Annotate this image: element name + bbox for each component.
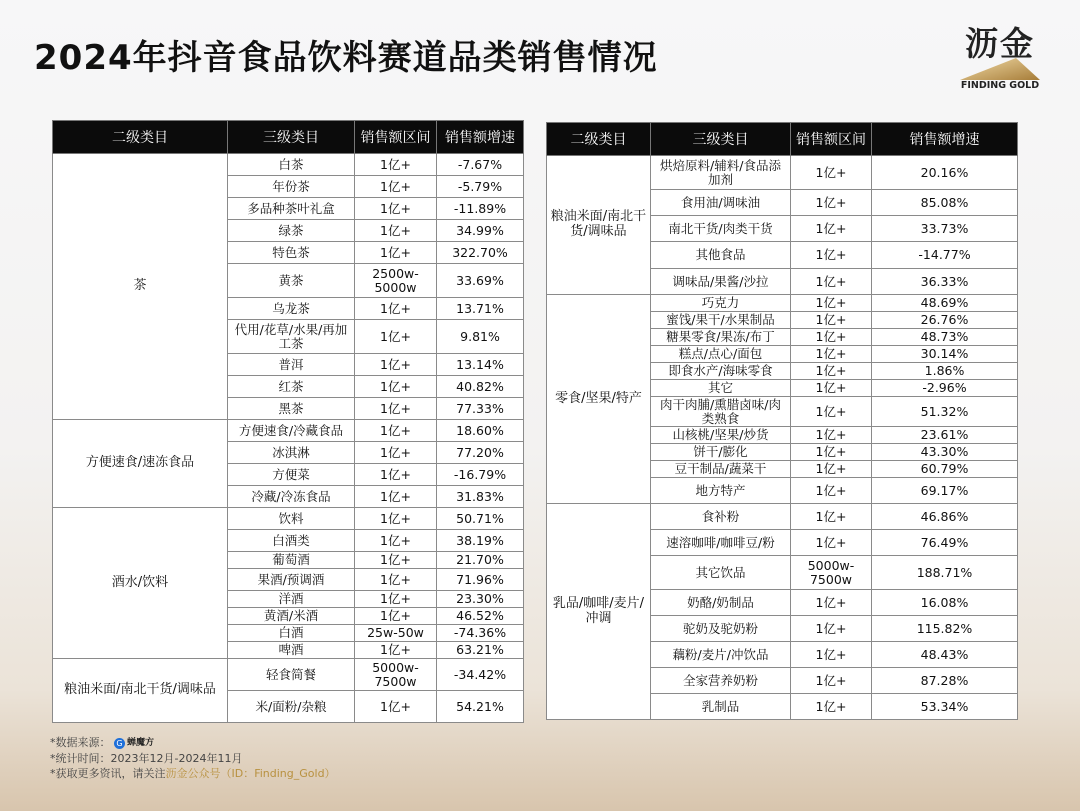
sales-range-cell: 1亿+	[791, 694, 872, 720]
footer-more-prefix: *获取更多资讯，请关注	[50, 766, 166, 780]
sales-range-cell: 1亿+	[791, 642, 872, 668]
sales-growth-cell: 20.16%	[872, 156, 1018, 190]
header-sales-range: 销售额区间	[791, 123, 872, 156]
sales-growth-cell: 36.33%	[872, 269, 1018, 295]
sales-growth-cell: -74.36%	[437, 625, 524, 642]
level2-category-cell: 乳品/咖啡/麦片/冲调	[547, 504, 651, 720]
sales-range-cell: 1亿+	[355, 508, 437, 530]
brand-logo	[958, 18, 1042, 94]
sales-growth-cell: 26.76%	[872, 312, 1018, 329]
level3-category-cell: 乳制品	[651, 694, 791, 720]
sales-range-cell: 1亿+	[355, 569, 437, 591]
level3-category-cell: 藕粉/麦片/冲饮品	[651, 642, 791, 668]
sales-growth-cell: 48.69%	[872, 295, 1018, 312]
sales-growth-cell: 18.60%	[437, 420, 524, 442]
sales-growth-cell: 50.71%	[437, 508, 524, 530]
sales-growth-cell: 87.28%	[872, 668, 1018, 694]
sales-growth-cell: 33.69%	[437, 264, 524, 298]
sales-range-cell: 1亿+	[355, 691, 437, 723]
sales-range-cell: 1亿+	[791, 242, 872, 269]
sales-range-cell: 1亿+	[791, 504, 872, 530]
level3-category-cell: 红茶	[228, 376, 355, 398]
sales-growth-cell: -2.96%	[872, 380, 1018, 397]
sales-growth-cell: 40.82%	[437, 376, 524, 398]
sales-range-cell: 1亿+	[355, 591, 437, 608]
level3-category-cell: 地方特产	[651, 478, 791, 504]
sales-growth-cell: 13.14%	[437, 354, 524, 376]
level3-category-cell: 方便菜	[228, 464, 355, 486]
sales-range-cell: 1亿+	[355, 608, 437, 625]
sales-range-cell: 1亿+	[355, 220, 437, 242]
level3-category-cell: 普洱	[228, 354, 355, 376]
sales-range-cell: 1亿+	[355, 198, 437, 220]
table-header-row	[53, 121, 524, 154]
sales-range-cell: 1亿+	[355, 242, 437, 264]
sales-growth-cell: 69.17%	[872, 478, 1018, 504]
level3-category-cell: 轻食简餐	[228, 659, 355, 691]
sales-growth-cell: 76.49%	[872, 530, 1018, 556]
sales-growth-cell: 51.32%	[872, 397, 1018, 427]
sales-growth-cell: 13.71%	[437, 298, 524, 320]
sales-growth-cell: -34.42%	[437, 659, 524, 691]
brand-name: 沥金	[965, 24, 1035, 63]
level3-category-cell: 黄酒/米酒	[228, 608, 355, 625]
sales-range-cell: 1亿+	[791, 216, 872, 242]
sales-range-cell: 1亿+	[791, 380, 872, 397]
sales-range-cell: 5000w-7500w	[355, 659, 437, 691]
sales-growth-cell: 30.14%	[872, 346, 1018, 363]
sales-growth-cell: 1.86%	[872, 363, 1018, 380]
level3-category-cell: 食用油/调味油	[651, 190, 791, 216]
sales-range-cell: 1亿+	[355, 154, 437, 176]
level3-category-cell: 啤酒	[228, 642, 355, 659]
sales-range-cell: 1亿+	[791, 530, 872, 556]
sales-growth-cell: 115.82%	[872, 616, 1018, 642]
level3-category-cell: 年份茶	[228, 176, 355, 198]
sales-range-cell: 1亿+	[355, 176, 437, 198]
table-row	[547, 295, 1018, 312]
sales-range-cell: 1亿+	[355, 376, 437, 398]
level3-category-cell: 奶酪/奶制品	[651, 590, 791, 616]
sales-range-cell: 1亿+	[791, 590, 872, 616]
level3-category-cell: 冰淇淋	[228, 442, 355, 464]
sales-growth-cell: 46.52%	[437, 608, 524, 625]
sales-range-cell: 5000w-7500w	[791, 556, 872, 590]
sales-range-cell: 1亿+	[355, 486, 437, 508]
level3-category-cell: 米/面粉/杂粮	[228, 691, 355, 723]
level3-category-cell: 食补粉	[651, 504, 791, 530]
sales-range-cell: 1亿+	[791, 156, 872, 190]
level3-category-cell: 特色茶	[228, 242, 355, 264]
level2-category-cell: 粮油米面/南北干货/调味品	[53, 659, 228, 723]
level2-category-cell: 方便速食/速冻食品	[53, 420, 228, 508]
table-row	[547, 156, 1018, 190]
sales-growth-cell: -7.67%	[437, 154, 524, 176]
sales-range-cell: 1亿+	[355, 354, 437, 376]
header-level3-category: 三级类目	[651, 123, 791, 156]
level3-category-cell: 果酒/预调酒	[228, 569, 355, 591]
sales-growth-cell: 77.33%	[437, 398, 524, 420]
level3-category-cell: 代用/花草/水果/再加工茶	[228, 320, 355, 354]
sales-growth-cell: 188.71%	[872, 556, 1018, 590]
level3-category-cell: 肉干肉脯/熏腊卤味/肉类熟食	[651, 397, 791, 427]
sales-range-cell: 1亿+	[791, 190, 872, 216]
sales-growth-cell: 34.99%	[437, 220, 524, 242]
footer-time: *统计时间：2023年12月-2024年11月	[50, 751, 243, 765]
header-level3-category: 三级类目	[228, 121, 355, 154]
right-sales-table	[546, 122, 1018, 720]
level3-category-cell: 白茶	[228, 154, 355, 176]
sales-growth-cell: 53.34%	[872, 694, 1018, 720]
level3-category-cell: 南北干货/肉类干货	[651, 216, 791, 242]
sales-growth-cell: 23.61%	[872, 427, 1018, 444]
sales-range-cell: 2500w-5000w	[355, 264, 437, 298]
level3-category-cell: 黄茶	[228, 264, 355, 298]
table-row	[53, 508, 524, 530]
footer-notes	[50, 735, 336, 781]
sales-range-cell: 1亿+	[791, 461, 872, 478]
level3-category-cell: 其它饮品	[651, 556, 791, 590]
header-sales-range: 销售额区间	[355, 121, 437, 154]
sales-growth-cell: -14.77%	[872, 242, 1018, 269]
sales-range-cell: 1亿+	[355, 398, 437, 420]
sales-growth-cell: 48.73%	[872, 329, 1018, 346]
level2-category-cell: 茶	[53, 154, 228, 420]
level3-category-cell: 白酒类	[228, 530, 355, 552]
sales-range-cell: 1亿+	[791, 668, 872, 694]
level2-category-cell: 零食/坚果/特产	[547, 295, 651, 504]
sales-range-cell: 1亿+	[791, 269, 872, 295]
brand-subtitle: FINDING GOLD	[960, 80, 1040, 91]
level3-category-cell: 山核桃/坚果/炒货	[651, 427, 791, 444]
level3-category-cell: 速溶咖啡/咖啡豆/粉	[651, 530, 791, 556]
sales-growth-cell: -11.89%	[437, 198, 524, 220]
table-row	[547, 504, 1018, 530]
sales-range-cell: 1亿+	[355, 298, 437, 320]
sales-range-cell: 1亿+	[355, 642, 437, 659]
sales-growth-cell: 21.70%	[437, 552, 524, 569]
sales-growth-cell: 38.19%	[437, 530, 524, 552]
footer-more	[50, 766, 336, 781]
sales-range-cell: 1亿+	[791, 329, 872, 346]
level3-category-cell: 豆干制品/蔬菜干	[651, 461, 791, 478]
sales-growth-cell: 54.21%	[437, 691, 524, 723]
sales-range-cell: 1亿+	[355, 442, 437, 464]
source-name: 蝉魔方	[127, 737, 155, 748]
sales-growth-cell: 85.08%	[872, 190, 1018, 216]
table-header-row	[547, 123, 1018, 156]
level3-category-cell: 白酒	[228, 625, 355, 642]
sales-range-cell: 1亿+	[791, 397, 872, 427]
sales-growth-cell: 48.43%	[872, 642, 1018, 668]
sales-growth-cell: 71.96%	[437, 569, 524, 591]
sales-growth-cell: 77.20%	[437, 442, 524, 464]
sales-range-cell: 1亿+	[791, 444, 872, 461]
sales-range-cell: 1亿+	[355, 420, 437, 442]
sales-range-cell: 1亿+	[791, 363, 872, 380]
level3-category-cell: 乌龙茶	[228, 298, 355, 320]
left-sales-table	[52, 120, 524, 723]
level3-category-cell: 糖果零食/果冻/布丁	[651, 329, 791, 346]
table-row	[53, 420, 524, 442]
level2-category-cell: 粮油米面/南北干货/调味品	[547, 156, 651, 295]
level3-category-cell: 多品种茶叶礼盒	[228, 198, 355, 220]
level3-category-cell: 其它	[651, 380, 791, 397]
sales-growth-cell: 60.79%	[872, 461, 1018, 478]
level2-category-cell: 酒水/饮料	[53, 508, 228, 659]
header-sales-growth: 销售额增速	[437, 121, 524, 154]
sales-growth-cell: 33.73%	[872, 216, 1018, 242]
table-row	[53, 659, 524, 691]
footer-source-label: *数据来源：	[50, 736, 111, 749]
sales-growth-cell: -16.79%	[437, 464, 524, 486]
header-level2-category: 二级类目	[53, 121, 228, 154]
sales-growth-cell: -5.79%	[437, 176, 524, 198]
footer-source	[50, 735, 336, 751]
level3-category-cell: 其他食品	[651, 242, 791, 269]
level3-category-cell: 烘焙原料/辅料/食品添加剂	[651, 156, 791, 190]
level3-category-cell: 糕点/点心/面包	[651, 346, 791, 363]
level3-category-cell: 蜜饯/果干/水果制品	[651, 312, 791, 329]
level3-category-cell: 全家营养奶粉	[651, 668, 791, 694]
sales-range-cell: 1亿+	[355, 530, 437, 552]
level3-category-cell: 驼奶及驼奶粉	[651, 616, 791, 642]
footer-wechat-account: 沥金公众号（ID：Finding_Gold）	[165, 766, 336, 780]
sales-range-cell: 1亿+	[791, 478, 872, 504]
sales-growth-cell: 23.30%	[437, 591, 524, 608]
page-title: 2024年抖音食品饮料赛道品类销售情况	[34, 38, 658, 78]
level3-category-cell: 饮料	[228, 508, 355, 530]
sales-range-cell: 1亿+	[791, 346, 872, 363]
level3-category-cell: 即食水产/海味零食	[651, 363, 791, 380]
sales-growth-cell: 31.83%	[437, 486, 524, 508]
level3-category-cell: 饼干/膨化	[651, 444, 791, 461]
level3-category-cell: 洋酒	[228, 591, 355, 608]
header-sales-growth: 销售额增速	[872, 123, 1018, 156]
source-logo-icon: G	[114, 738, 125, 749]
level3-category-cell: 葡萄酒	[228, 552, 355, 569]
header-level2-category: 二级类目	[547, 123, 651, 156]
sales-range-cell: 1亿+	[791, 295, 872, 312]
level3-category-cell: 冷藏/冷冻食品	[228, 486, 355, 508]
sales-growth-cell: 322.70%	[437, 242, 524, 264]
sales-range-cell: 1亿+	[355, 552, 437, 569]
sales-range-cell: 1亿+	[355, 464, 437, 486]
sales-growth-cell: 46.86%	[872, 504, 1018, 530]
sales-range-cell: 1亿+	[791, 616, 872, 642]
level3-category-cell: 调味品/果酱/沙拉	[651, 269, 791, 295]
sales-growth-cell: 9.81%	[437, 320, 524, 354]
sales-growth-cell: 16.08%	[872, 590, 1018, 616]
level3-category-cell: 方便速食/冷藏食品	[228, 420, 355, 442]
level3-category-cell: 巧克力	[651, 295, 791, 312]
sales-growth-cell: 63.21%	[437, 642, 524, 659]
source-logo	[114, 735, 154, 751]
sales-range-cell: 1亿+	[355, 320, 437, 354]
sales-growth-cell: 43.30%	[872, 444, 1018, 461]
level3-category-cell: 绿茶	[228, 220, 355, 242]
table-row	[53, 154, 524, 176]
sales-range-cell: 1亿+	[791, 427, 872, 444]
level3-category-cell: 黑茶	[228, 398, 355, 420]
sales-range-cell: 25w-50w	[355, 625, 437, 642]
mountain-icon	[958, 56, 1042, 82]
sales-range-cell: 1亿+	[791, 312, 872, 329]
